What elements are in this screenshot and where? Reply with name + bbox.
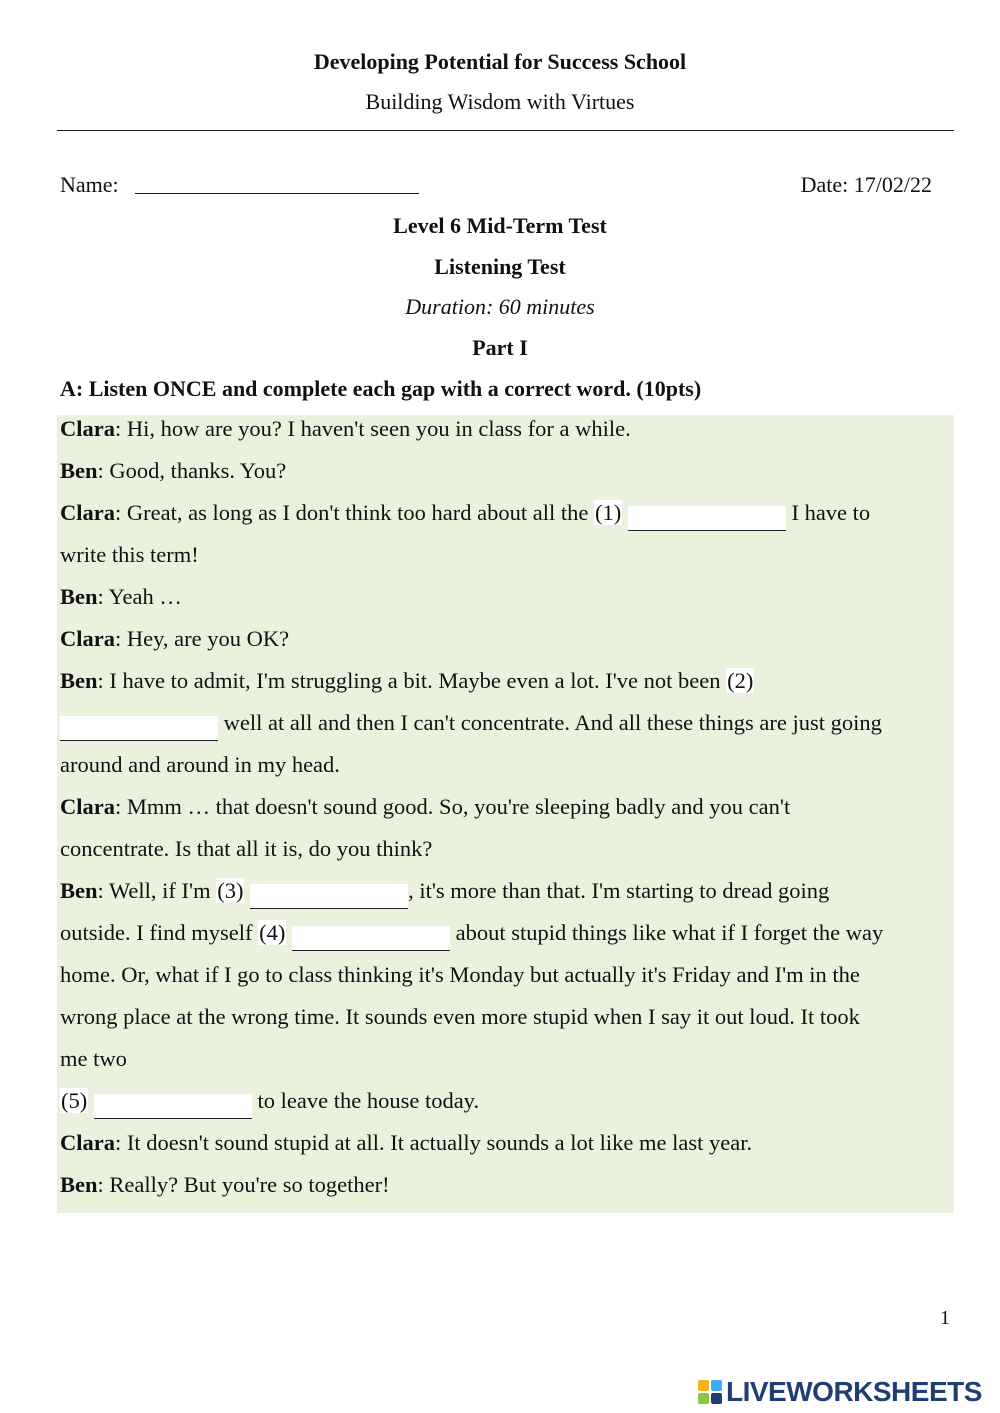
part-title: Part I [472, 335, 528, 360]
speaker-ben: Ben [60, 458, 98, 483]
dialogue-line [60, 499, 870, 531]
line-text: about stupid things like what if I forget the way [449, 920, 884, 945]
dialogue-line [60, 961, 860, 989]
gap-5-input[interactable] [94, 1094, 252, 1119]
line-text: home. Or, what if I go to class thinking it's Monday but actually it's Friday and I'm in the [60, 962, 860, 987]
speaker-clara: Clara [60, 626, 115, 651]
line-text: : Well, if I'm [97, 878, 217, 903]
school-name: Developing Potential for Success School [313, 49, 687, 74]
logo-square [711, 1380, 722, 1391]
header-divider [57, 130, 954, 131]
dialogue-line [60, 457, 286, 485]
dialogue-line [60, 1129, 752, 1157]
speaker-ben: Ben [60, 878, 98, 903]
name-row [60, 172, 419, 198]
line-text: : Good, thanks. You? [97, 458, 287, 483]
dialogue-line [60, 1003, 860, 1031]
speaker-ben: Ben [60, 584, 98, 609]
line-text: outside. I find myself [60, 920, 259, 945]
dialogue-box [57, 415, 954, 1213]
line-text: write this term! [60, 542, 199, 567]
gap-2-input[interactable] [60, 716, 218, 741]
line-text: : Really? But you're so together! [97, 1172, 390, 1197]
dialogue-line [60, 919, 883, 951]
dialogue-line [60, 1087, 479, 1119]
speaker-ben: Ben [60, 1172, 98, 1197]
line-text: around and around in my head. [60, 752, 340, 777]
logo-square [698, 1393, 709, 1404]
line-text: : It doesn't sound stupid at all. It actually sounds a lot like me last year. [115, 1130, 753, 1155]
page-number: 1 [940, 1307, 950, 1329]
gap-3-input[interactable] [250, 884, 408, 909]
logo-square [698, 1380, 709, 1391]
logo-squares-icon [698, 1380, 722, 1404]
dialogue-line [60, 667, 754, 695]
duration: Duration: 60 minutes [405, 294, 595, 319]
line-text: : Yeah … [97, 584, 182, 609]
speaker-clara: Clara [60, 794, 115, 819]
line-text: : Hey, are you OK? [115, 626, 290, 651]
dialogue-line [60, 1045, 127, 1073]
gap-number-5: (5) [61, 1088, 88, 1113]
speaker-clara: Clara [60, 1130, 115, 1155]
dialogue-line [60, 415, 631, 443]
brand-text: LIVEWORKSHEETS [726, 1376, 982, 1407]
line-text: to leave the house today. [251, 1088, 480, 1113]
line-text: concentrate. Is that all it is, do you think? [60, 836, 433, 861]
gap-number-3: (3) [217, 878, 244, 903]
logo-square [711, 1393, 722, 1404]
dialogue-line [60, 751, 340, 779]
liveworksheets-logo[interactable] [698, 1378, 982, 1406]
line-text: I have to [785, 500, 871, 525]
line-text: , it's more than that. I'm starting to dread going [408, 878, 830, 903]
gap-1-input[interactable] [628, 506, 786, 531]
line-text: well at all and then I can't concentrate. And all these things are just going [218, 710, 882, 735]
line-text: : Great, as long as I don't think too hard about all the [115, 500, 594, 525]
name-label: Name: [60, 172, 119, 197]
test-title: Listening Test [434, 254, 566, 279]
school-motto: Building Wisdom with Virtues [365, 89, 635, 114]
line-text: : Hi, how are you? I haven't seen you in class for a while. [115, 416, 631, 441]
line-text: wrong place at the wrong time. It sounds even more stupid when I say it out loud. It took [60, 1004, 860, 1029]
gap-number-1: (1) [594, 500, 622, 525]
gap-4-input[interactable] [292, 926, 450, 951]
line-text: : I have to admit, I'm struggling a bit. Maybe even a lot. I've not been [97, 668, 727, 693]
test-date: Date: 17/02/22 [800, 172, 932, 197]
line-text: : Mmm … that doesn't sound good. So, you're sleeping badly and you can't [115, 794, 791, 819]
name-blank-line [135, 173, 419, 194]
dialogue-line [60, 793, 790, 821]
gap-number-4: (4) [259, 920, 286, 945]
level-title: Level 6 Mid-Term Test [393, 213, 607, 238]
dialogue-line [60, 709, 882, 741]
speaker-clara: Clara [60, 500, 115, 525]
instruction: A: Listen ONCE and complete each gap with a correct word. (10pts) [60, 376, 702, 401]
speaker-ben: Ben [60, 668, 98, 693]
dialogue-line [60, 583, 182, 611]
speaker-clara: Clara [60, 416, 115, 441]
gap-number-2: (2) [727, 668, 754, 693]
dialogue-line [60, 625, 289, 653]
line-text: me two [60, 1046, 127, 1071]
dialogue-line [60, 835, 432, 863]
dialogue-line [60, 1171, 390, 1199]
dialogue-line [60, 541, 199, 569]
dialogue-line [60, 877, 829, 909]
